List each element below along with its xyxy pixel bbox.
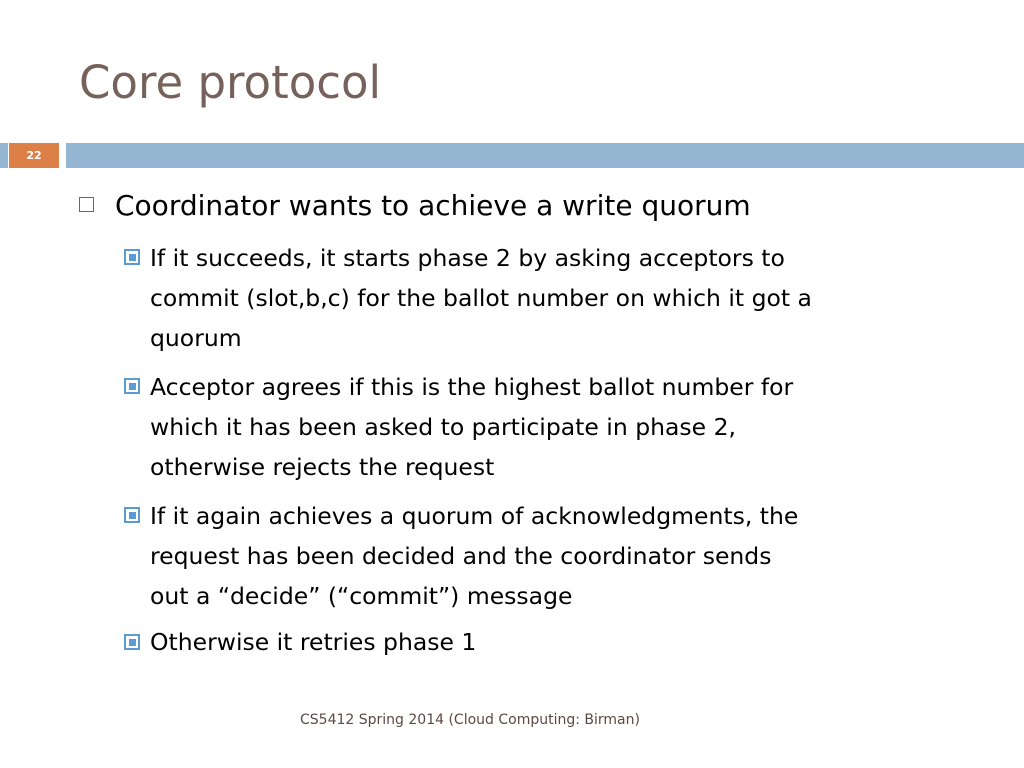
square-bullet-icon bbox=[124, 378, 140, 394]
sub-bullet-3 bbox=[150, 496, 980, 616]
sub-bullet-1-line-1: If it succeeds, it starts phase 2 by asking acceptors to bbox=[150, 244, 785, 272]
sub-bullet-1-line-3: quorum bbox=[150, 324, 242, 352]
sub-bullet-2 bbox=[150, 367, 980, 487]
sub-bullet-3-line-2: request has been decided and the coordinator sends bbox=[150, 542, 772, 570]
sub-bullet-2-line-2: which it has been asked to participate in phase 2, bbox=[150, 413, 736, 441]
square-bullet-icon bbox=[124, 249, 140, 265]
sub-bullet-3-line-3: out a “decide” (“commit”) message bbox=[150, 582, 573, 610]
sub-bullet-3-line-1: If it again achieves a quorum of acknowledgments, the bbox=[150, 502, 799, 530]
slide-number: 22 bbox=[9, 143, 59, 168]
sub-bullet-2-line-1: Acceptor agrees if this is the highest ballot number for bbox=[150, 373, 794, 401]
hollow-square-icon bbox=[79, 197, 94, 212]
sub-bullet-4-line-1: Otherwise it retries phase 1 bbox=[150, 628, 477, 656]
square-bullet-icon bbox=[124, 507, 140, 523]
sub-bullet-2-line-3: otherwise rejects the request bbox=[150, 453, 495, 481]
sub-bullet-4 bbox=[150, 622, 980, 662]
slide-footer: CS5412 Spring 2014 (Cloud Computing: Birman) bbox=[300, 712, 640, 728]
main-bullet-text: Coordinator wants to achieve a write quorum bbox=[115, 189, 751, 222]
slide-title: Core protocol bbox=[79, 56, 382, 109]
sub-bullet-1-line-2: commit (slot,b,c) for the ballot number on which it got a bbox=[150, 284, 812, 312]
sub-bullet-1 bbox=[150, 238, 980, 358]
square-bullet-icon bbox=[124, 634, 140, 650]
